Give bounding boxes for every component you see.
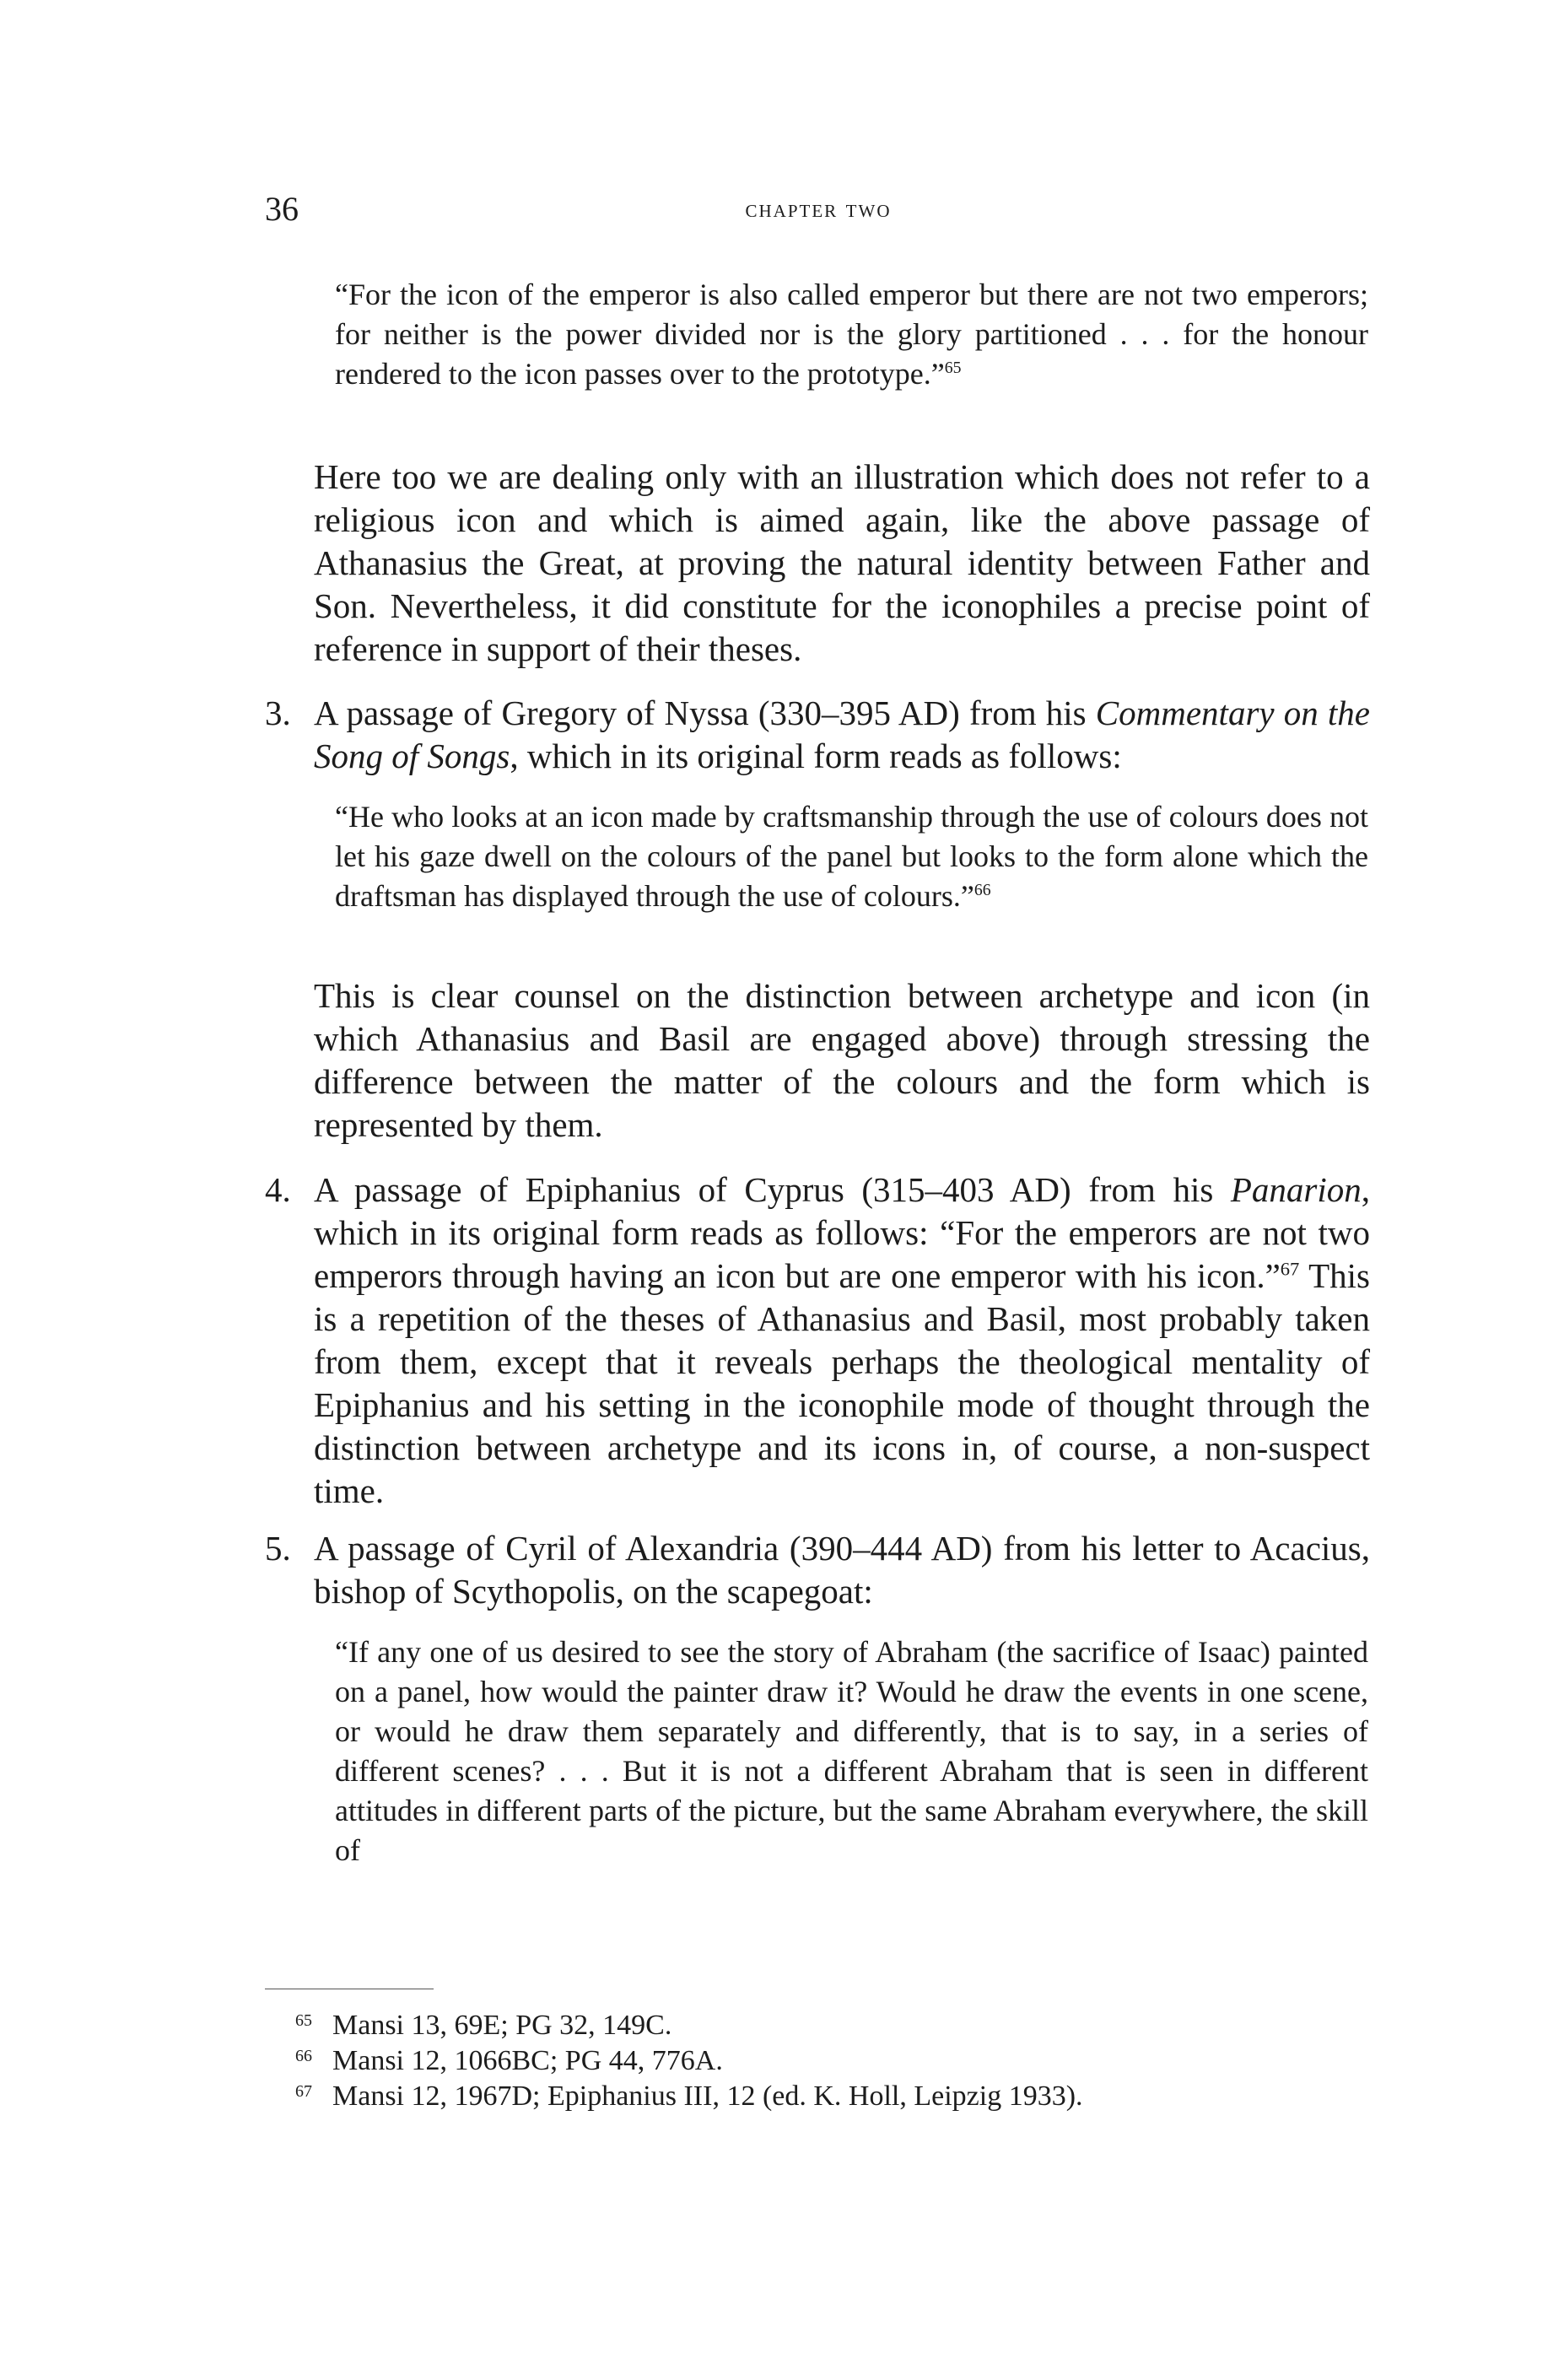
footnote-text: Mansi 13, 69E; PG 32, 149C. [332, 2010, 672, 2041]
page-number: 36 [265, 190, 299, 228]
list-item-text: A passage of Epiphanius of Cyprus (315–403 AD) from his Panarion, which in its original form reads as follows: “For the emperors are not two emperors through having an icon but are one emperor with his icon.”$^{67}$ This is a repetition of the theses of Athanasius and Basil, most probably taken from them, except that it reveals perhaps the theological mentality of Epiphanius and his setting in the iconophile mode of thought through the distinction between archetype and its icons in, of course, a non-suspect time. [314, 1170, 1370, 1510]
list-item-text: A passage of Gregory of Nyssa (330–395 AD) from his Commentary on the Song of Songs, which in its original form reads as follows: [314, 693, 1370, 775]
paragraph-distinction: This is clear counsel on the distinction between archetype and icon (in which Athanasius and Basil are engaged above) through stressing the difference between the matter of the colours and the form which is represented by them. [314, 976, 1370, 1144]
list-item-3 [265, 692, 1370, 778]
footnote-66 [265, 2043, 1370, 2079]
quote-text: “For the icon of the emperor is also called emperor but there are not two emperors; for neither is the power divided nor is the glory partitioned . . . for the honour rendered to the icon passes over to the prototype.” [335, 278, 1368, 391]
block-quote-basil [335, 275, 1368, 394]
footnote-ref-65: 65 [944, 359, 962, 377]
footnote-ref-66: 66 [973, 881, 991, 899]
list-number: 5. [265, 1529, 291, 1568]
block-quote-gregory [335, 797, 1368, 916]
paragraph-illustration: Here too we are dealing only with an illustration which does not refer to a religious icon and which is aimed again, like the above passage of Athanasius the Great, at proving the natural identity between Father and Son. Nevertheless, it did constitute for the iconophiles a precise point of reference in support of their theses. [314, 457, 1370, 668]
footnote-text: Mansi 12, 1066BC; PG 44, 776A. [332, 2045, 723, 2076]
list-item-4 [265, 1168, 1370, 1513]
list-number: 3. [265, 693, 291, 732]
page-header [265, 184, 1372, 235]
footnote-67 [265, 2079, 1370, 2114]
footnote-number: 67 [295, 2082, 312, 2101]
list-item-text: A passage of Cyril of Alexandria (390–444 AD) from his letter to Acacius, bishop of Scythopolis, on the scapegoat: [314, 1529, 1370, 1611]
list-number: 4. [265, 1170, 291, 1209]
footnote-ref-67: 67 [1280, 1258, 1300, 1280]
quote-text: “He who looks at an icon made by craftsmanship through the use of colours does not let his gaze dwell on the colours of the panel but looks to the form alone which the draftsman has displayed through the use of colours.” [335, 800, 1368, 913]
footnote-number: 65 [295, 2011, 312, 2030]
block-quote-cyril: “If any one of us desired to see the story of Abraham (the sacrifice of Isaac) painted on a panel, how would the painter draw it? Would he draw the events in one scene, or would he draw them separately and differently, that is to say, in a series of different scenes? . . . But it is not a different Abraham that is seen in different attitudes in different parts of the picture, but the same Abraham everywhere, the skill of [335, 1635, 1368, 1867]
work-title: Panarion [1230, 1170, 1362, 1209]
list-item-5 [265, 1527, 1370, 1613]
running-head: chapter two [745, 195, 892, 223]
footnote-number: 66 [295, 2047, 312, 2065]
work-title: Commentary on the Song of Songs [314, 693, 1370, 775]
footnote-text: Mansi 12, 1967D; Epiphanius III, 12 (ed. K. Holl, Leipzig 1933). [332, 2080, 1083, 2112]
footnotes [265, 2008, 1370, 2114]
footnote-65 [265, 2008, 1370, 2043]
